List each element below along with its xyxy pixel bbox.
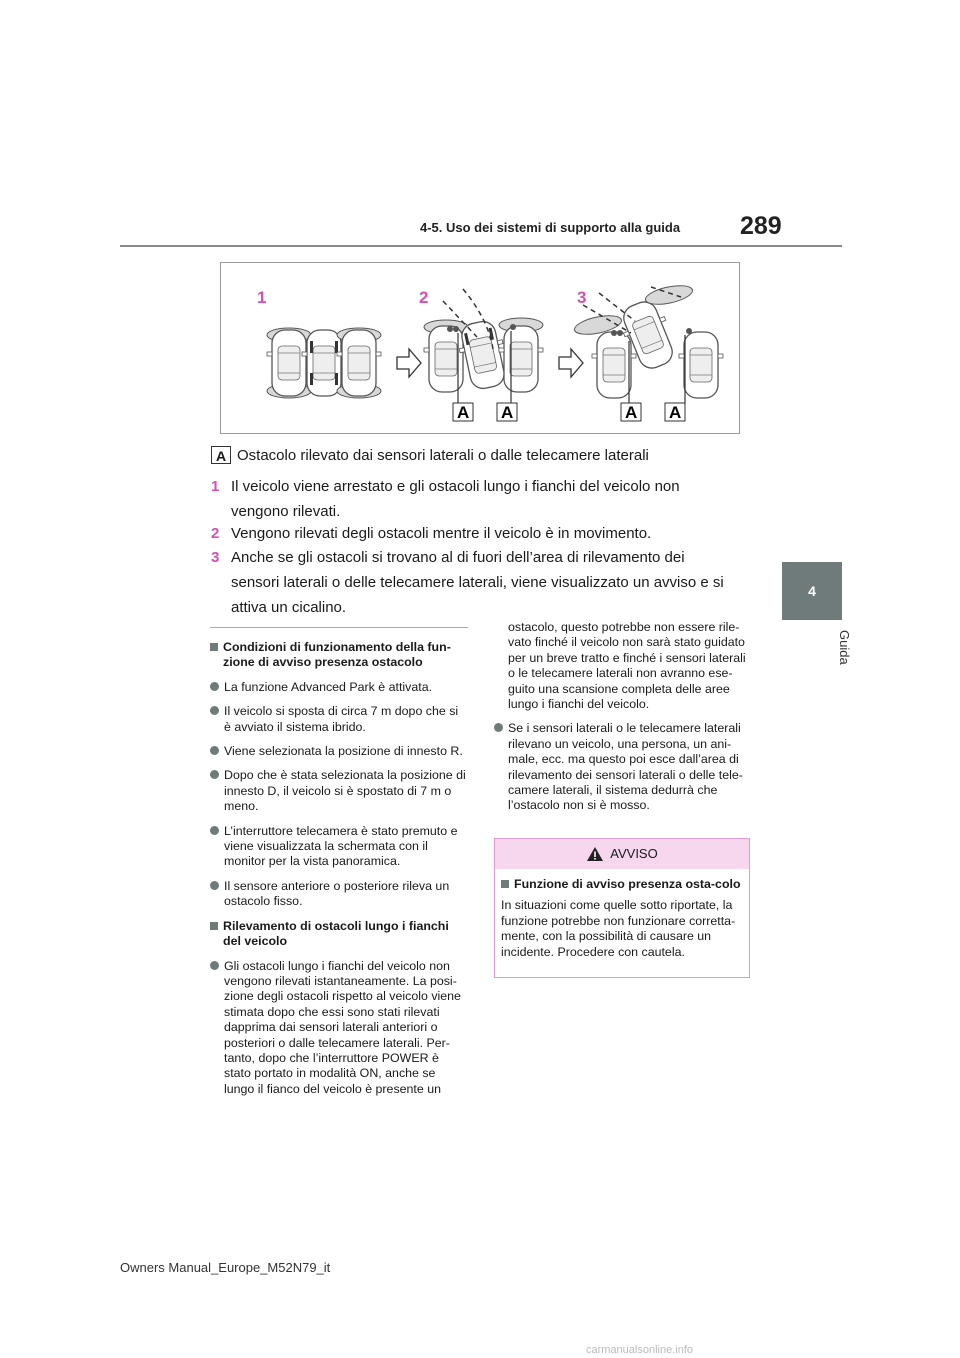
bullet-icon — [210, 881, 219, 890]
legend-letter: A — [211, 446, 231, 464]
bullet-icon — [210, 706, 219, 715]
warning-header — [495, 839, 749, 869]
section-divider — [210, 627, 468, 628]
list-item: Il sensore anteriore o posteriore rileva un ostacolo fisso. — [210, 879, 468, 910]
subheading-conditions: Condizioni di funzionamento della fun-zione di avviso presenza ostacolo — [210, 640, 468, 671]
legend-text: Ostacolo rilevato dai sensori laterali o dalle telecamere laterali — [237, 446, 649, 464]
ego-car-stopped — [302, 330, 346, 396]
square-bullet-icon — [210, 643, 218, 651]
step-label-2: 2 — [419, 288, 429, 307]
point-a-markers — [453, 403, 685, 422]
list-item: L’interruttore telecamera è stato premuto e viene visualizzata la schermata con il monitor per la vista panoramica. — [210, 824, 468, 870]
chapter-label: Guida — [837, 630, 852, 665]
warning-box — [494, 838, 750, 978]
arrow-right-icon — [559, 349, 583, 377]
list-item: Il veicolo si sposta di circa 7 m dopo che si è avviato il sistema ibrido. — [210, 704, 468, 735]
square-bullet-icon — [210, 922, 218, 930]
parked-car-right — [337, 328, 381, 398]
chapter-tab: 4 — [782, 562, 842, 620]
obstacle-car-right-2 — [499, 318, 543, 392]
square-bullet-icon — [501, 880, 509, 888]
list-item: Viene selezionata la posizione di innesto R. — [210, 744, 468, 759]
page-number: 289 — [740, 212, 782, 240]
point-a-label: A — [625, 403, 638, 422]
bullet-icon — [210, 770, 219, 779]
step-item-3: 3 Anche se gli ostacoli si trovano al di fuori dell’area di rilevamento dei sensori laterali o delle telecamere laterali, viene visualizzato un avviso e si attiva un cicalino. — [211, 549, 724, 616]
arrow-right-icon — [397, 349, 421, 377]
bullet-icon — [210, 746, 219, 755]
step-label-1: 1 — [257, 288, 267, 307]
left-column — [210, 640, 468, 1097]
step-label-3: 3 — [577, 288, 587, 307]
warning-title: AVVISO — [610, 846, 658, 862]
step-item-1: 1 Il veicolo viene arrestato e gli ostacoli lungo i fianchi del veicolo non vengono rilevati. — [211, 478, 680, 520]
list-item: La funzione Advanced Park è attivata. — [210, 680, 468, 695]
warning-heading: Funzione di avviso presenza osta-colo — [501, 877, 743, 892]
bullet-icon — [210, 826, 219, 835]
footer-text: Owners Manual_Europe_M52N79_it — [120, 1260, 331, 1275]
bullet-icon — [210, 961, 219, 970]
step-item-2: 2 Vengono rilevati degli ostacoli mentre il veicolo è in movimento. — [211, 525, 652, 542]
bullet-icon — [494, 723, 503, 732]
list-item: Gli ostacoli lungo i fianchi del veicolo non vengono rilevati istantaneamente. La posi-zione degli ostacoli rispetto al veicolo viene stimata dopo che essi sono stati rilevati dapprima dai sensori laterali anteriori o posteriori o dalle telecamere laterali. Per-tanto, dopo che l’interruttore POWER è stato portato in modalità ON, anche se lungo il fianco del veicolo è presente un — [210, 959, 468, 1098]
obstacle-car-left-2 — [424, 320, 468, 392]
figure-legend — [211, 446, 649, 464]
list-item: Dopo che è stata selezionata la posizione di innesto D, il veicolo si è spostato di 7 m o meno. — [210, 768, 468, 814]
warning-body: In situazioni come quelle sotto riportate, la funzione potrebbe non funzionare corretta-mente, con la possibilità di causare un incidente. Procedere con cautela. — [501, 898, 736, 959]
right-column — [494, 620, 750, 814]
continued-text: ostacolo, questo potrebbe non essere rile-vato finché il veicolo non sarà stato guidato per un breve tratto e finché i sensori laterali o le telecamere laterali non avranno ese-guito una scansione completa delle aree lungo i fianchi del veicolo. — [508, 620, 746, 712]
header-rule — [120, 245, 842, 247]
subheading-side-detection: Rilevamento di ostacoli lungo i fianchi del veicolo — [210, 919, 468, 950]
parked-car-left — [267, 328, 311, 398]
list-item: Se i sensori laterali o le telecamere laterali rilevano un veicolo, una persona, un ani-male, ecc. ma questo poi esce dall’area di rilevamento dei sensori laterali o delle tele-camere laterali, il sistema dedurrà che l’ostacolo non si è mosso. — [494, 721, 750, 813]
header-section-title: 4-5. Uso dei sistemi di supporto alla guida — [420, 220, 681, 235]
point-a-label: A — [669, 403, 682, 422]
parking-diagram — [220, 262, 740, 434]
warning-triangle-icon — [586, 846, 604, 862]
point-a-label: A — [457, 403, 470, 422]
bullet-icon — [210, 682, 219, 691]
point-a-label: A — [501, 403, 514, 422]
watermark: carmanualsonline.info — [586, 1344, 694, 1356]
